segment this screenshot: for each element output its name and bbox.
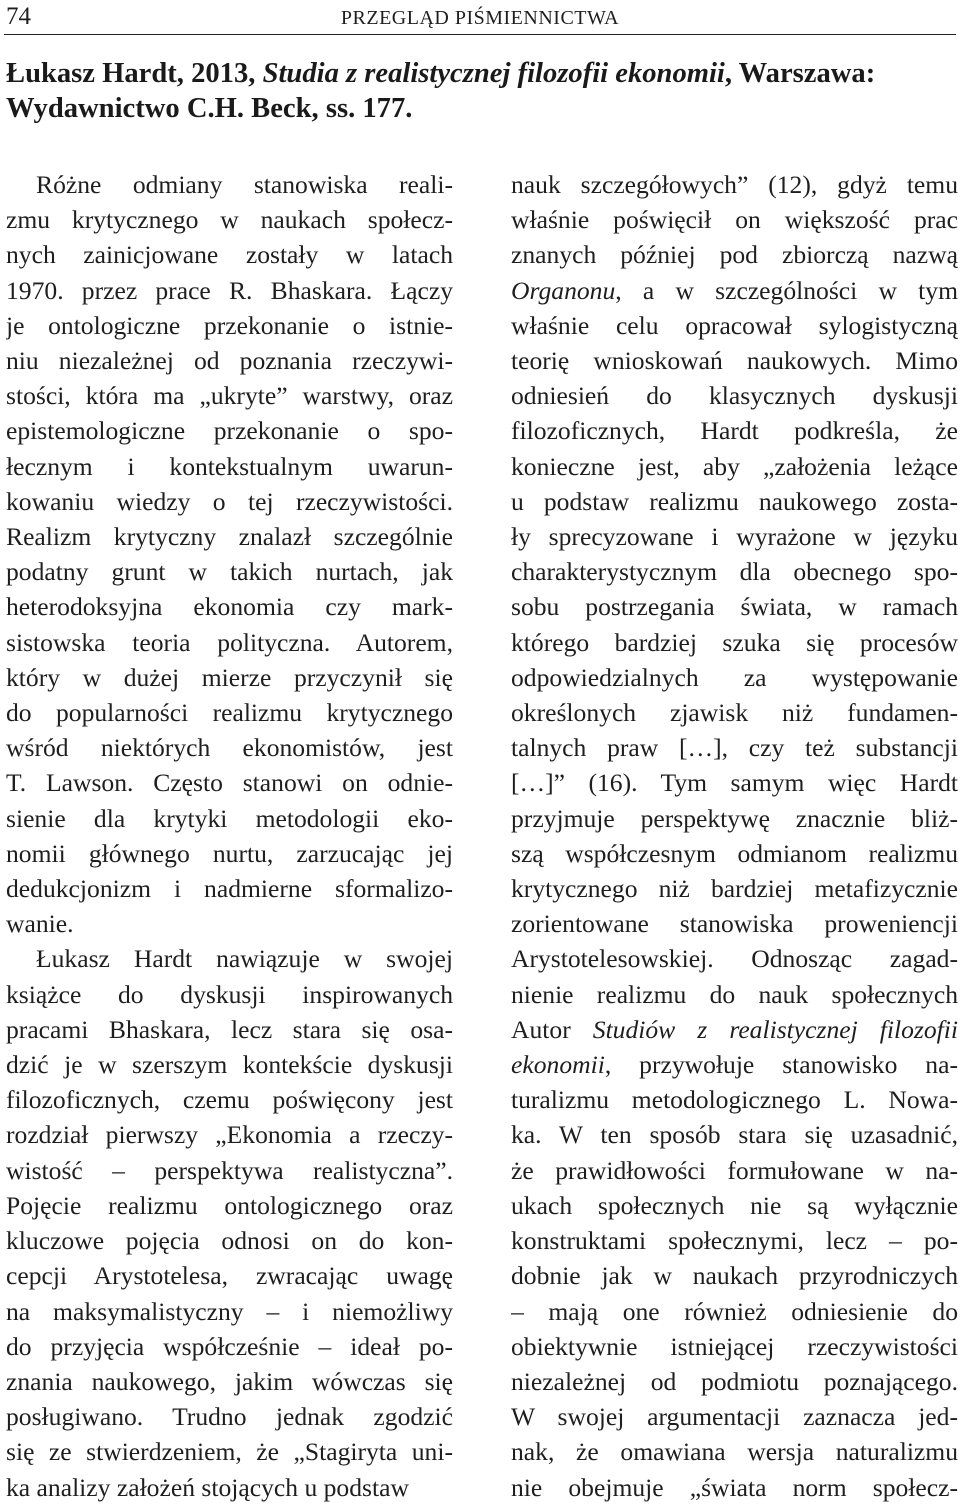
text-line: konieczne jest, aby „założenia leżące [511,451,958,481]
text-line: wśród niektórych ekonomistów, jest [6,733,453,763]
text-line: nych zainicjowane zostały w latach [6,240,453,270]
text-line: konstruktami społecznymi, lecz – po- [511,1226,958,1256]
text-line: znania naukowego, jakim wówczas się [6,1366,453,1396]
text-line: epistemologiczne przekonanie o spo- [6,416,453,446]
text-line: ły sprecyzowane i wyrażone w języku [511,522,958,552]
text-line: je ontologiczne przekonanie o istnie- [6,310,453,340]
text-line: łecznym i kontekstualnym uwarun- [6,451,453,481]
page-number: 74 [6,3,31,30]
text-line: stości, która ma „ukryte” warstwy, oraz [6,381,453,411]
text-line: Organonu, a w szczególności w tym [511,275,958,305]
citation-publisher-line1: , Warszawa: [724,58,876,89]
text-line: […]” (16). Tym samym więc Hardt [511,768,958,798]
text-line: pracami Bhaskara, lecz stara się osa- [6,1014,453,1044]
text-line: odpowiedzialnych za występowanie [511,662,958,692]
text-line: krytycznego niż bardziej metafizycznie [511,874,958,904]
text-line: który w dużej mierze przyczynił się [6,662,453,692]
text-line: obiektywnie istniejącej rzeczywistości [511,1331,958,1361]
text-line: heterodoksyjna ekonomia czy mark- [6,592,453,622]
running-head [4,0,956,35]
paragraph [6,167,453,941]
paragraph [6,941,453,1504]
text-line: sistowska teoria polityczna. Autorem, [6,627,453,657]
text-line: dzić je w szerszym kontekście dyskusji [6,1050,453,1080]
text-line: przyjmuje perspektywę znacznie bliż- [511,803,958,833]
text-line: nauk szczegółowych” (12), gdyż temu [511,170,958,199]
text-line: sienie dla krytyki metodologii eko- [6,803,453,833]
paragraph [511,167,958,1505]
text-line: wistość – perspektywa realistyczna”. [6,1155,453,1185]
text-line: u podstaw realizmu naukowego zosta- [511,486,958,516]
text-line: kluczowe pojęcia odnosi on do kon- [6,1226,453,1256]
text-line: określonych zjawisk niż fundamen- [511,698,958,728]
left-text-column [6,167,453,1505]
text-line: do popularności realizmu krytycznego [6,698,453,728]
text-line: charakterystycznym dla obecnego spo- [511,557,958,587]
journal-title: PRZEGLĄD PIŚMIENNICTWA [340,7,620,29]
right-text-column [511,167,958,1505]
text-line: dobnie jak w naukach przyrodniczych [511,1261,958,1291]
text-line: 1970. przez prace R. Bhaskara. Łączy [6,275,453,305]
text-line: nak, że omawiana wersja naturalizmu [511,1437,958,1467]
text-line: cepcji Arystotelesa, zwracając uwagę [6,1261,453,1291]
text-line: zorientowane stanowiska proweniencji [511,909,958,939]
text-line: Realizm krytyczny znalazł szczególnie [6,522,453,552]
text-line: W swojej argumentacji zaznacza jed- [511,1402,958,1432]
text-line: T. Lawson. Często stanowi on odnie- [6,768,453,798]
text-line: właśnie celu opracował sylogistyczną [511,310,958,340]
text-line: Autor Studiów z realistycznej filozofii [511,1014,958,1044]
text-line: odniesień do klasycznych dyskusji [511,381,958,411]
citation-publisher-line2: Wydawnictwo C.H. Beck, ss. 177. [6,93,413,124]
text-line: rozdział pierwszy „Ekonomia a rzeczy- [6,1120,453,1150]
text-line: na maksymalistyczny – i niemożliwy [6,1296,453,1326]
text-line: talnych praw […], czy też substancji [511,733,958,763]
text-line: Łukasz Hardt nawiązuje w swojej [36,944,453,974]
text-line: turalizmu metodologicznego L. Nowa- [511,1085,958,1115]
text-line: posługiwano. Trudno jednak zgodzić [6,1402,453,1432]
text-line: nomii głównego nurtu, zarzucając jej [6,838,453,868]
text-line: niezależnej od podmiotu poznającego. [511,1366,958,1396]
text-line: ukach społecznych nie są wyłącznie [511,1190,958,1220]
text-line: ekonomii, przywołuje stanowisko na- [511,1050,958,1080]
text-line: dedukcjonizm i nadmierne sformalizo- [6,874,453,904]
text-line: do przyjęcia współcześnie – ideał po- [6,1331,453,1361]
text-line: że prawidłowości formułowane w na- [511,1155,958,1185]
text-line: Różne odmiany stanowiska reali- [36,170,453,199]
citation-book-title: Studia z realistycznej filozofii ekonomii [262,58,725,89]
text-line: znanych później pod zbiorczą nazwą [511,240,958,270]
citation-author-year: Łukasz Hardt, 2013, [6,58,263,89]
text-line: teorię wnioskowań naukowych. Mimo [511,346,958,376]
text-line: filozoficznych, czemu poświęcony jest [6,1085,453,1115]
text-line: się ze stwierdzeniem, że „Stagiryta uni- [6,1437,453,1467]
text-line: nienie realizmu do nauk społecznych [511,979,958,1009]
text-line: Pojęcie realizmu ontologicznego oraz [6,1190,453,1220]
text-line: zmu krytycznego w naukach społecz- [6,205,453,235]
text-line: filozoficznych, Hardt podkreśla, że [511,416,958,446]
text-line: Arystotelesowskiej. Odnosząc zagad- [511,944,958,974]
text-line: podatny grunt w takich nurtach, jak [6,557,453,587]
text-line: sobu postrzegania świata, w ramach [511,592,958,622]
text-line: nie obejmuje „świata norm społecz- [511,1472,958,1502]
text-line: książce do dyskusji inspirowanych [6,979,453,1009]
text-line: niu niezależnej od poznania rzeczywi- [6,346,453,376]
text-line: którego bardziej szuka się procesów [511,627,958,657]
text-line: – mają one również odniesienie do [511,1296,958,1326]
text-line: ka analizy założeń stojących u podstaw [6,1472,409,1502]
text-line: kowaniu wiedzy o tej rzeczywistości. [6,486,453,516]
text-line: szą współczesnym odmianom realizmu [511,838,958,868]
book-citation [6,56,956,126]
text-line: wanie. [6,909,74,939]
text-line: właśnie poświęcił on większość prac [511,205,958,235]
text-line: ka. W ten sposób stara się uzasadnić, [511,1120,958,1150]
